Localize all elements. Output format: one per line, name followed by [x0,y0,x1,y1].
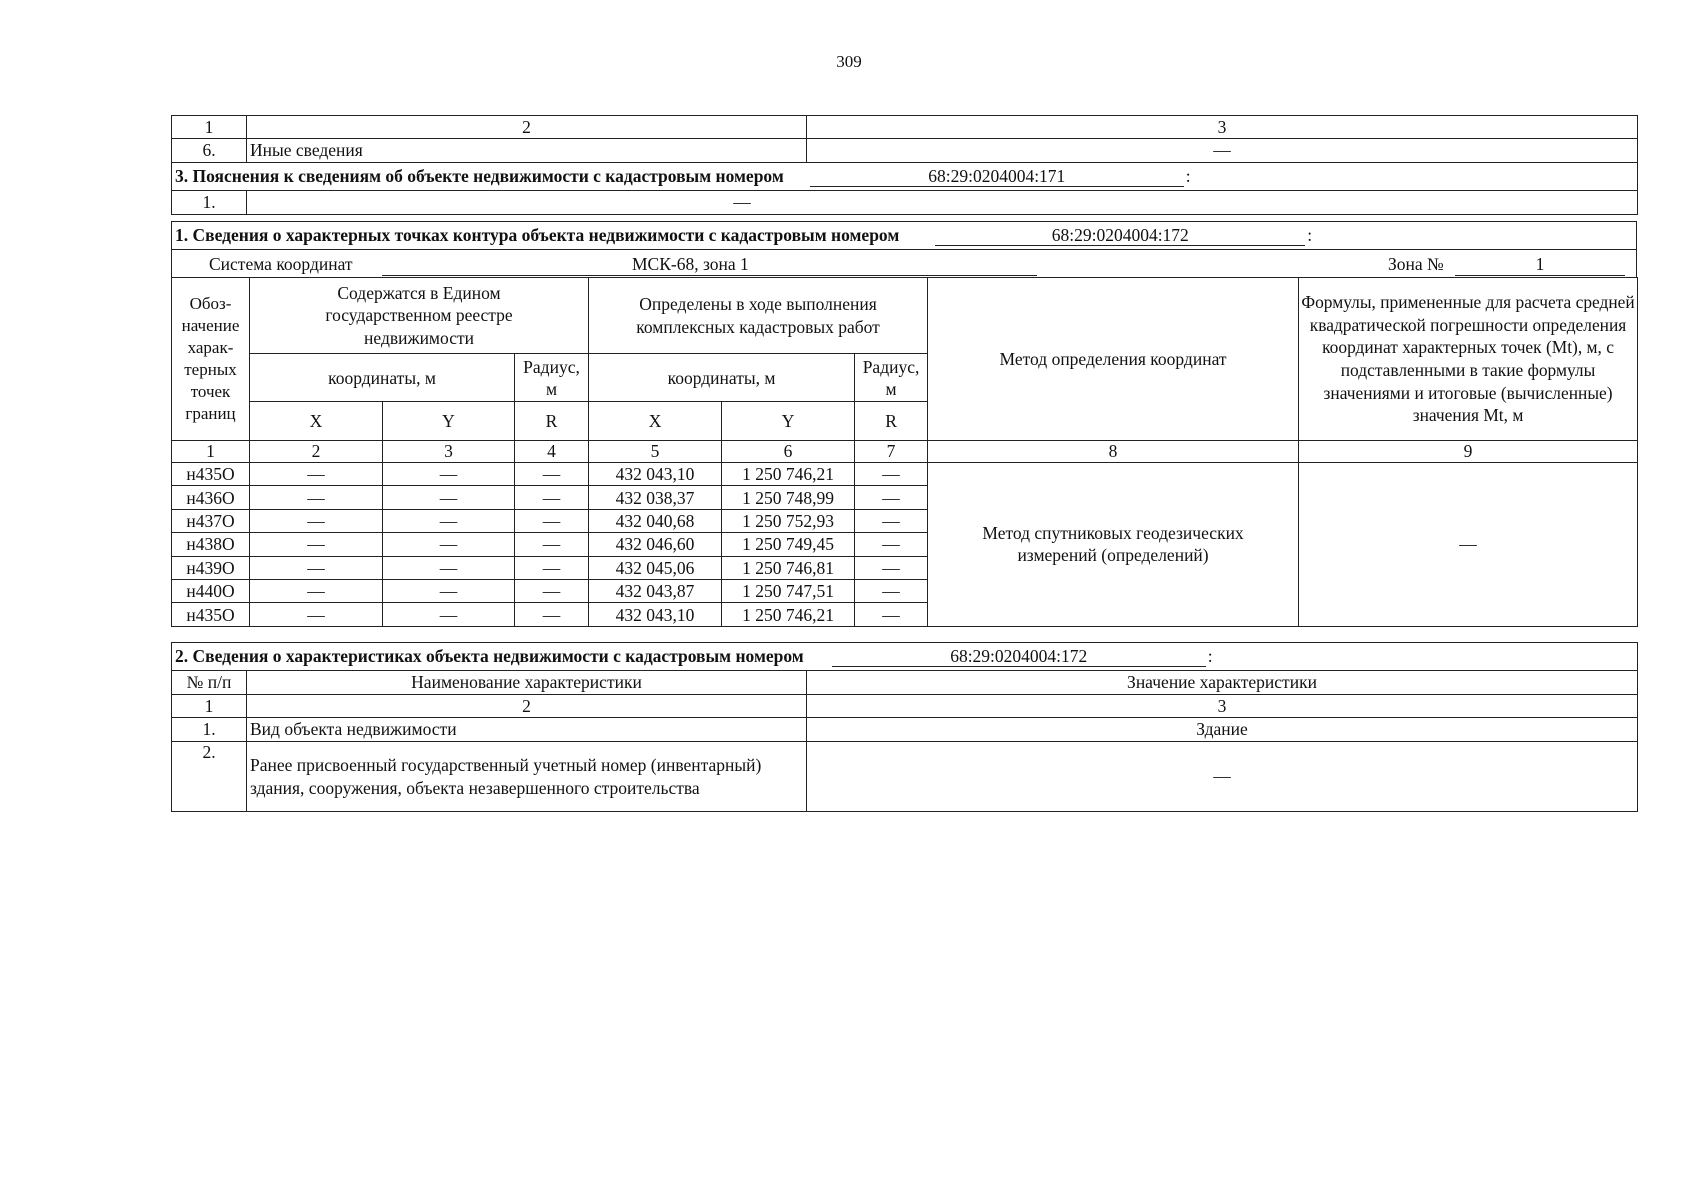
y-egrn: — [383,509,515,532]
row-number: 6. [172,139,247,163]
table-row [172,463,1638,486]
row-number: 1. [172,718,247,742]
row-name: Иные сведения [247,139,807,163]
method-value: Метод спутниковых геодезических измерений (определений) [928,463,1299,627]
col-number: 7 [855,441,928,463]
x-egrn: — [250,603,383,626]
x-value: 432 043,10 [589,603,722,626]
point-id: н438О [172,533,250,556]
r-value: — [855,603,928,626]
cadastral-number: 68:29:0204004:172 [832,646,1206,667]
zone-value: 1 [1455,254,1625,276]
r-value: — [855,579,928,602]
coordinate-system-cell [172,250,1637,278]
r-egrn: — [515,509,589,532]
col-number: 9 [1299,441,1638,463]
col-number: 8 [928,441,1299,463]
section-title: 1. Сведения о характерных точках контура объекта недвижимости с кадастровым номером [175,225,900,245]
row-value [247,191,1638,215]
y-egrn: — [383,556,515,579]
colon: : [1307,225,1313,245]
header-row [172,278,1638,354]
formulas-value: — [1299,463,1638,627]
r-header: R [515,402,589,441]
row-name: Ранее присвоенный государственный учетный номер (инвентарный) здания, сооружения, объекта незавершенного строительства [247,742,807,812]
y-value: 1 250 746,21 [722,603,855,626]
contour-points-table [171,277,1638,627]
radius-header: Радиус, м [855,354,928,402]
x-egrn: — [250,556,383,579]
x-value: 432 040,68 [589,509,722,532]
col-number: 1 [172,695,247,718]
name-header: Наименование характеристики [247,671,807,695]
section-heading-row [172,163,1638,191]
point-id: н439О [172,556,250,579]
col-number: 4 [515,441,589,463]
col-number: 1 [172,116,247,139]
egrn-header: Содержатся в Едином государственном реестре недвижимости [250,278,589,354]
dash-value: — [733,192,751,212]
x-egrn: — [250,486,383,509]
section-heading [172,163,1638,191]
value-header: Значение характеристики [807,671,1638,695]
r-value: — [855,463,928,486]
contour-heading-table [171,221,1637,278]
y-value: 1 250 749,45 [722,533,855,556]
point-id: н440О [172,579,250,602]
x-egrn: — [250,463,383,486]
r-value: — [855,556,928,579]
point-id: н435О [172,463,250,486]
characteristics-block [171,642,1637,812]
y-egrn: — [383,603,515,626]
r-egrn: — [515,533,589,556]
row-name: Вид объекта недвижимости [247,718,807,742]
system-label: Система координат [209,253,353,274]
coordinate-system-row [172,250,1637,278]
r-egrn: — [515,579,589,602]
r-value: — [855,486,928,509]
col-number: 1 [172,441,250,463]
y-value: 1 250 746,21 [722,463,855,486]
formulas-header: Формулы, примененные для расчета средней квадратической погрешности определения координат характерных точек (Mt), м, с подставленными в такие формулы значениями и итоговые (вычисленные) значения Mt, м [1299,278,1638,441]
table-row [172,139,1638,163]
y-value: 1 250 746,81 [722,556,855,579]
col-number: 3 [807,116,1638,139]
column-numbers-row [172,695,1638,718]
table-row [172,191,1638,215]
section-title: 2. Сведения о характеристиках объекта недвижимости с кадастровым номером [175,646,804,666]
x-header: X [250,402,383,441]
row-value: — [807,742,1638,812]
y-egrn: — [383,486,515,509]
header-row [172,671,1638,695]
coords-header: координаты, м [589,354,855,402]
row-value: — [807,139,1638,163]
r-value: — [855,509,928,532]
table-row [172,742,1638,812]
col-number: 2 [247,695,807,718]
points-header: Обоз- начение харак- терных точек границ [172,278,250,441]
x-value: 432 046,60 [589,533,722,556]
x-value: 432 038,37 [589,486,722,509]
section-title: 3. Пояснения к сведениям об объекте недвижимости с кадастровым номером [175,166,784,186]
top-table [171,115,1638,215]
row-value: Здание [807,718,1638,742]
kkr-header: Определены в ходе выполнения комплексных кадастровых работ [589,278,928,354]
x-value: 432 043,10 [589,463,722,486]
col-number: 6 [722,441,855,463]
radius-header: Радиус, м [515,354,589,402]
r-header: R [855,402,928,441]
section-heading [172,643,1638,671]
system-value: МСК-68, зона 1 [632,253,749,274]
coords-header: координаты, м [250,354,515,402]
page-number: 309 [836,52,862,71]
cadastral-number: 68:29:0204004:172 [935,225,1305,246]
row-number: 2. [172,742,247,812]
r-egrn: — [515,603,589,626]
x-value: 432 045,06 [589,556,722,579]
section-heading [172,222,1637,250]
column-numbers-row [172,116,1638,139]
col-number: 2 [247,116,807,139]
x-egrn: — [250,533,383,556]
x-header: X [589,402,722,441]
point-id: н436О [172,486,250,509]
colon: : [1207,646,1213,666]
x-egrn: — [250,579,383,602]
y-header: Y [722,402,855,441]
y-header: Y [383,402,515,441]
section-heading-row [172,222,1637,250]
y-egrn: — [383,579,515,602]
r-egrn: — [515,486,589,509]
r-egrn: — [515,463,589,486]
point-id: н435О [172,603,250,626]
y-value: 1 250 747,51 [722,579,855,602]
y-value: 1 250 752,93 [722,509,855,532]
y-value: 1 250 748,99 [722,486,855,509]
colon: : [1185,166,1191,186]
table-row [172,718,1638,742]
col-number: 5 [589,441,722,463]
characteristics-table [171,642,1638,812]
y-egrn: — [383,463,515,486]
col-number: 3 [807,695,1638,718]
r-egrn: — [515,556,589,579]
x-value: 432 043,87 [589,579,722,602]
column-numbers-row [172,441,1638,463]
y-egrn: — [383,533,515,556]
col-number: 2 [250,441,383,463]
zone-label: Зона № [1388,253,1444,274]
cadastral-number: 68:29:0204004:171 [810,166,1184,187]
section-heading-row [172,643,1638,671]
x-egrn: — [250,509,383,532]
top-table-block [171,115,1637,215]
col-number: 3 [383,441,515,463]
point-id: н437О [172,509,250,532]
contour-block [171,221,1637,627]
num-header: № п/п [172,671,247,695]
method-header: Метод определения координат [928,278,1299,441]
r-value: — [855,533,928,556]
row-number: 1. [172,191,247,215]
